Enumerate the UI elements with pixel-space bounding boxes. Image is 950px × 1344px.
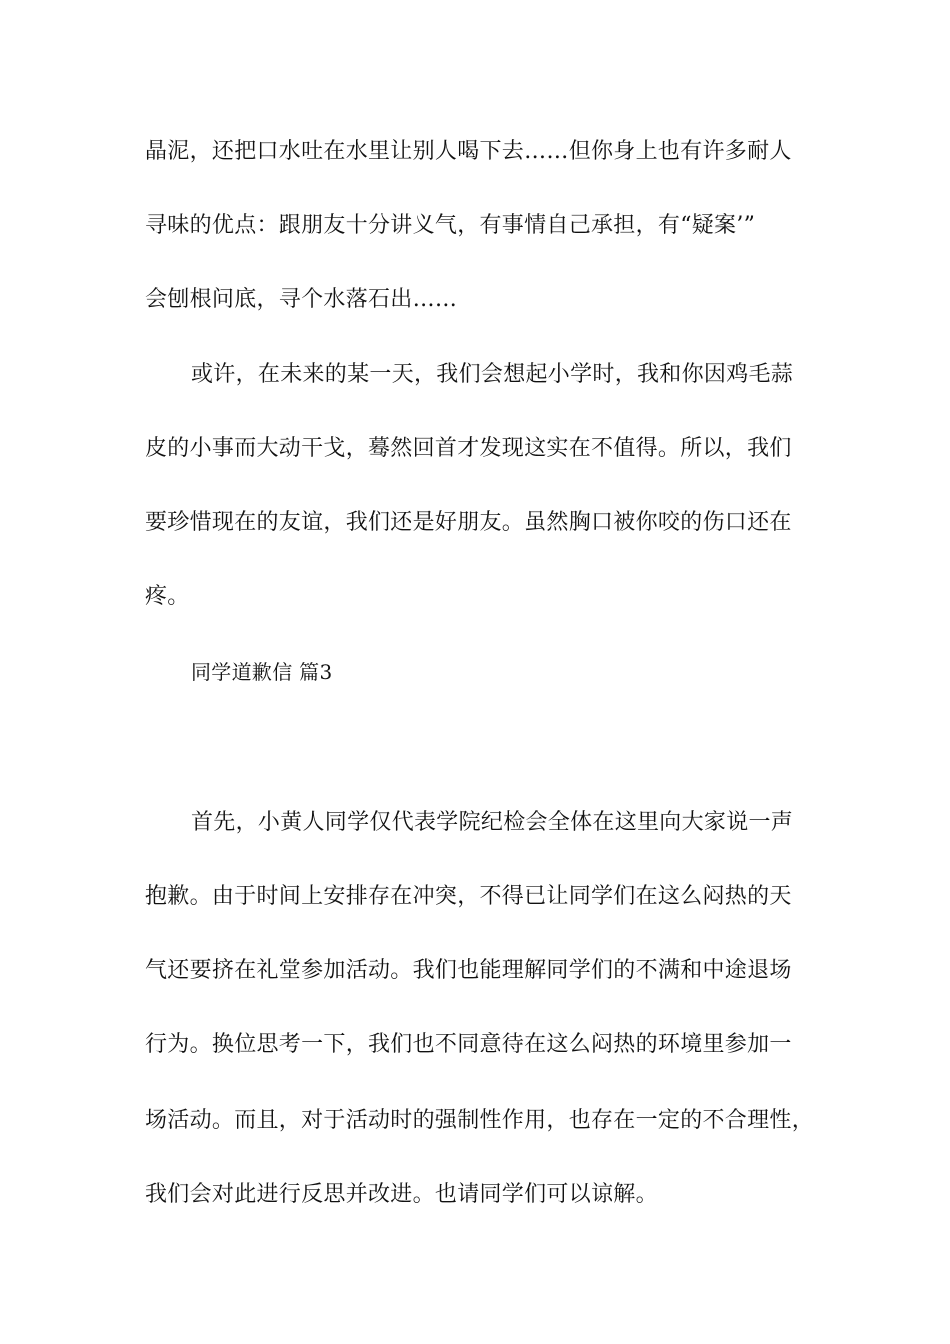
text-line: 气还要挤在礼堂参加活动。我们也能理解同学们的不满和中途退场: [145, 958, 792, 983]
text-line: 抱歉。由于时间上安排存在冲突，不得已让同学们在这么闷热的天: [145, 884, 792, 909]
text-line: 行为。换位思考一下，我们也不同意待在这么闷热的环境里参加一: [145, 1032, 792, 1057]
text-line: 我们会对此进行反思并改进。也请同学们可以谅解。: [145, 1182, 658, 1207]
text-line: 皮的小事而大动干戈，蓦然回首才发现这实在不值得。所以，我们: [145, 436, 792, 461]
text-line: 会刨根问底，寻个水落石出……: [145, 287, 458, 312]
text-line: 场活动。而且，对于活动时的强制性作用，也存在一定的不合理性，: [145, 1108, 815, 1133]
text-line: 要珍惜现在的友谊，我们还是好朋友。虽然胸口被你咬的伤口还在: [145, 510, 792, 535]
section-heading: 同学道歉信 篇3: [191, 660, 333, 684]
paragraph-first-line: 首先，小黄人同学仅代表学院纪检会全体在这里向大家说一声: [191, 810, 794, 835]
paragraph-first-line: 或许，在未来的某一天，我们会想起小学时，我和你因鸡毛蒜: [191, 362, 794, 387]
text-line: 寻味的优点：跟朋友十分讲义气，有事情自己承担，有“疑案’”: [145, 213, 756, 238]
text-line: 晶泥，还把口水吐在水里让别人喝下去……但你身上也有许多耐人: [145, 139, 792, 164]
text-line: 疼。: [145, 584, 190, 609]
